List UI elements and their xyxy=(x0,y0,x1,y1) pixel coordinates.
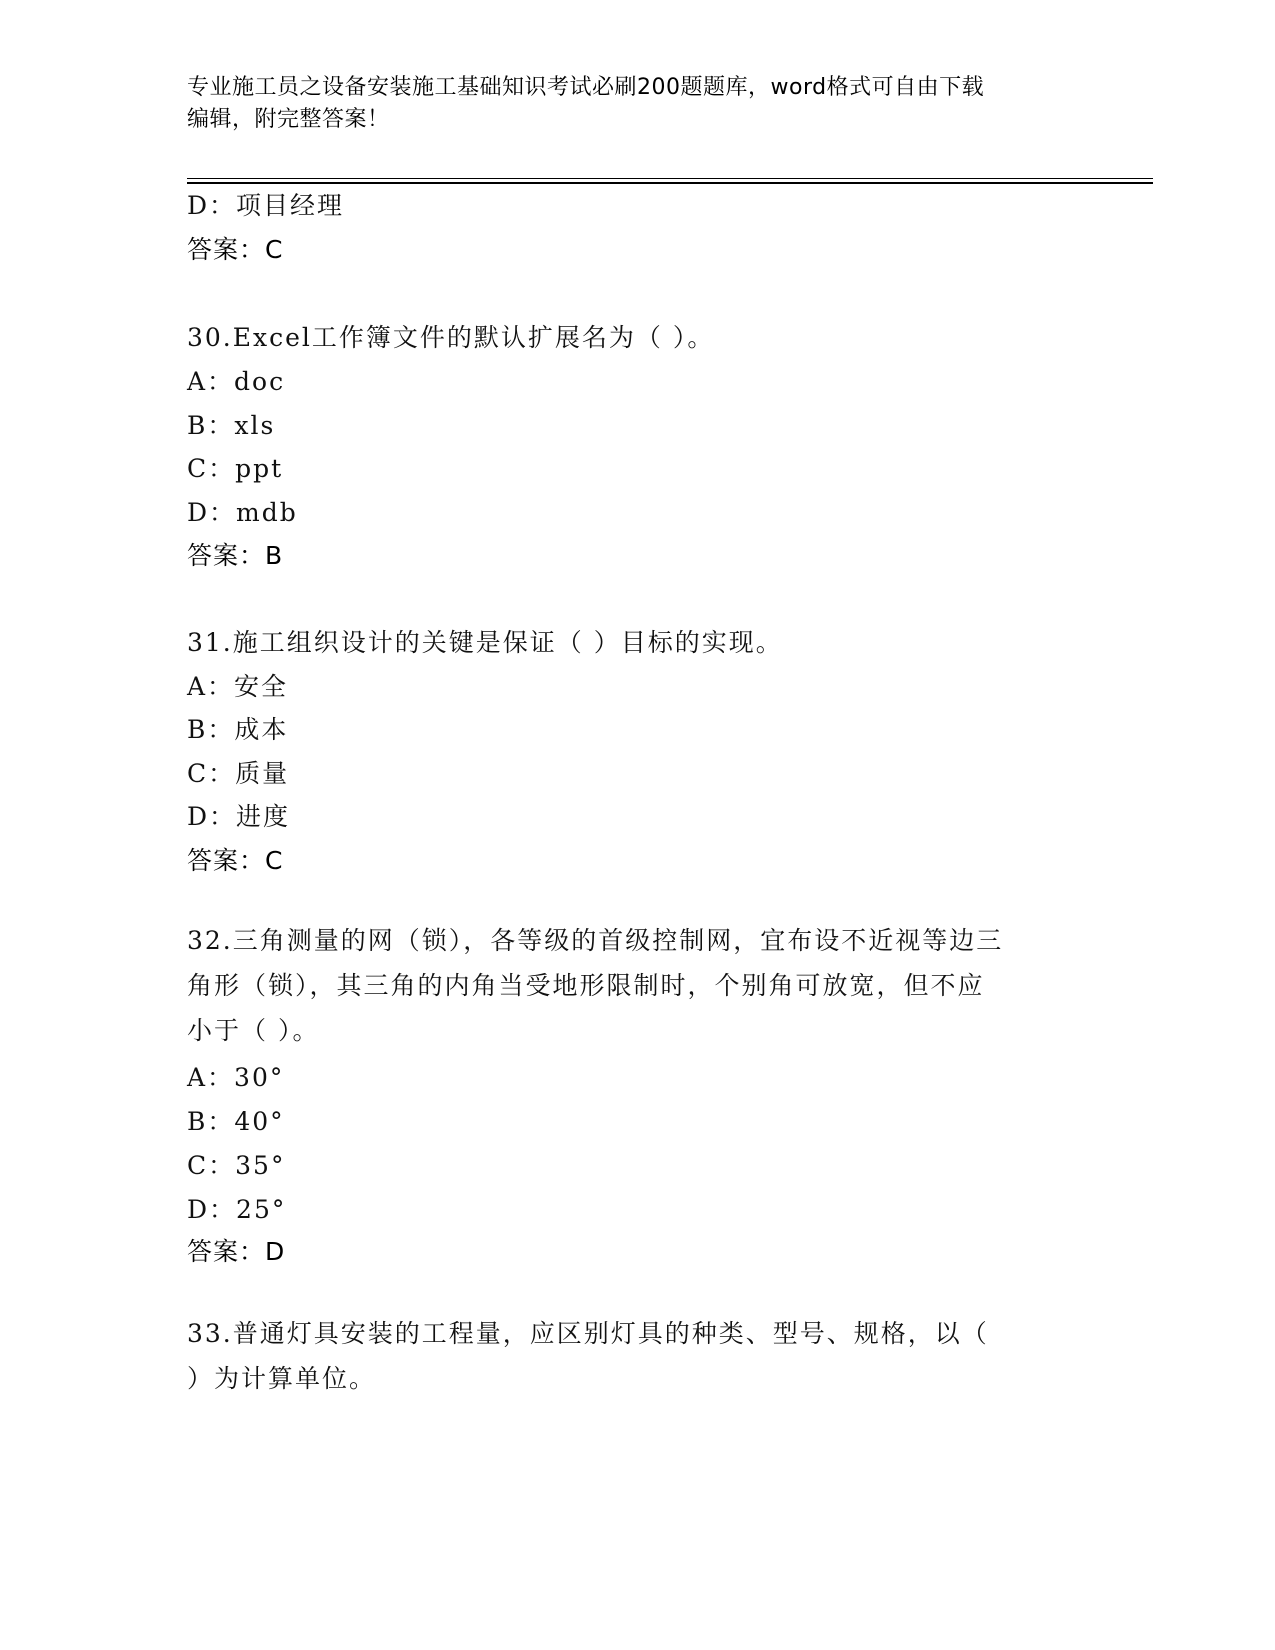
q31-answer: 答案：C xyxy=(187,846,284,875)
q30-option-c: C：ppt xyxy=(187,454,284,483)
q32-stem-line-2: 角形（锁），其三角的内角当受地形限制时，个别角可放宽，但不应 xyxy=(187,971,985,1000)
prev-answer: 答案：C xyxy=(187,235,284,264)
q32-stem-line-1: 32.三角测量的网（锁），各等级的首级控制网，宜布设不近视等边三 xyxy=(187,926,1004,955)
q32-option-a: A：30° xyxy=(187,1063,285,1092)
q31-stem: 31.施工组织设计的关键是保证（ ）目标的实现。 xyxy=(187,628,783,657)
page-header xyxy=(187,72,1087,136)
q31-option-a: A：安全 xyxy=(187,672,289,701)
q33-stem-line-2: ）为计算单位。 xyxy=(187,1364,377,1393)
q32-option-c: C：35° xyxy=(187,1151,286,1180)
header-line-1: 专业施工员之设备安装施工基础知识考试必刷200题题库，word格式可自由下载 xyxy=(187,75,985,100)
header-rule-thick xyxy=(187,182,1153,184)
q31-option-d: D：进度 xyxy=(187,802,291,831)
q30-option-d: D：mdb xyxy=(187,498,298,527)
header-rule-thin xyxy=(187,178,1153,179)
q30-option-b: B：xls xyxy=(187,411,276,440)
q30-option-a: A：doc xyxy=(187,367,286,396)
q33-stem xyxy=(187,1311,1087,1401)
q33-stem-line-1: 33.普通灯具安装的工程量，应区别灯具的种类、型号、规格，以（ xyxy=(187,1319,989,1348)
q30-answer: 答案：B xyxy=(187,541,284,570)
q32-option-d: D：25° xyxy=(187,1195,287,1224)
q32-option-b: B：40° xyxy=(187,1107,285,1136)
q31-option-c: C：质量 xyxy=(187,759,290,788)
q32-stem xyxy=(187,918,1087,1053)
prev-option-d: D：项目经理 xyxy=(187,191,345,220)
q32-stem-line-3: 小于（ ）。 xyxy=(187,1016,320,1045)
header-line-2: 编辑，附完整答案！ xyxy=(187,107,390,132)
q31-option-b: B：成本 xyxy=(187,715,289,744)
q30-stem: 30.Excel工作簿文件的默认扩展名为（ ）。 xyxy=(187,323,715,352)
q32-answer: 答案：D xyxy=(187,1237,286,1266)
